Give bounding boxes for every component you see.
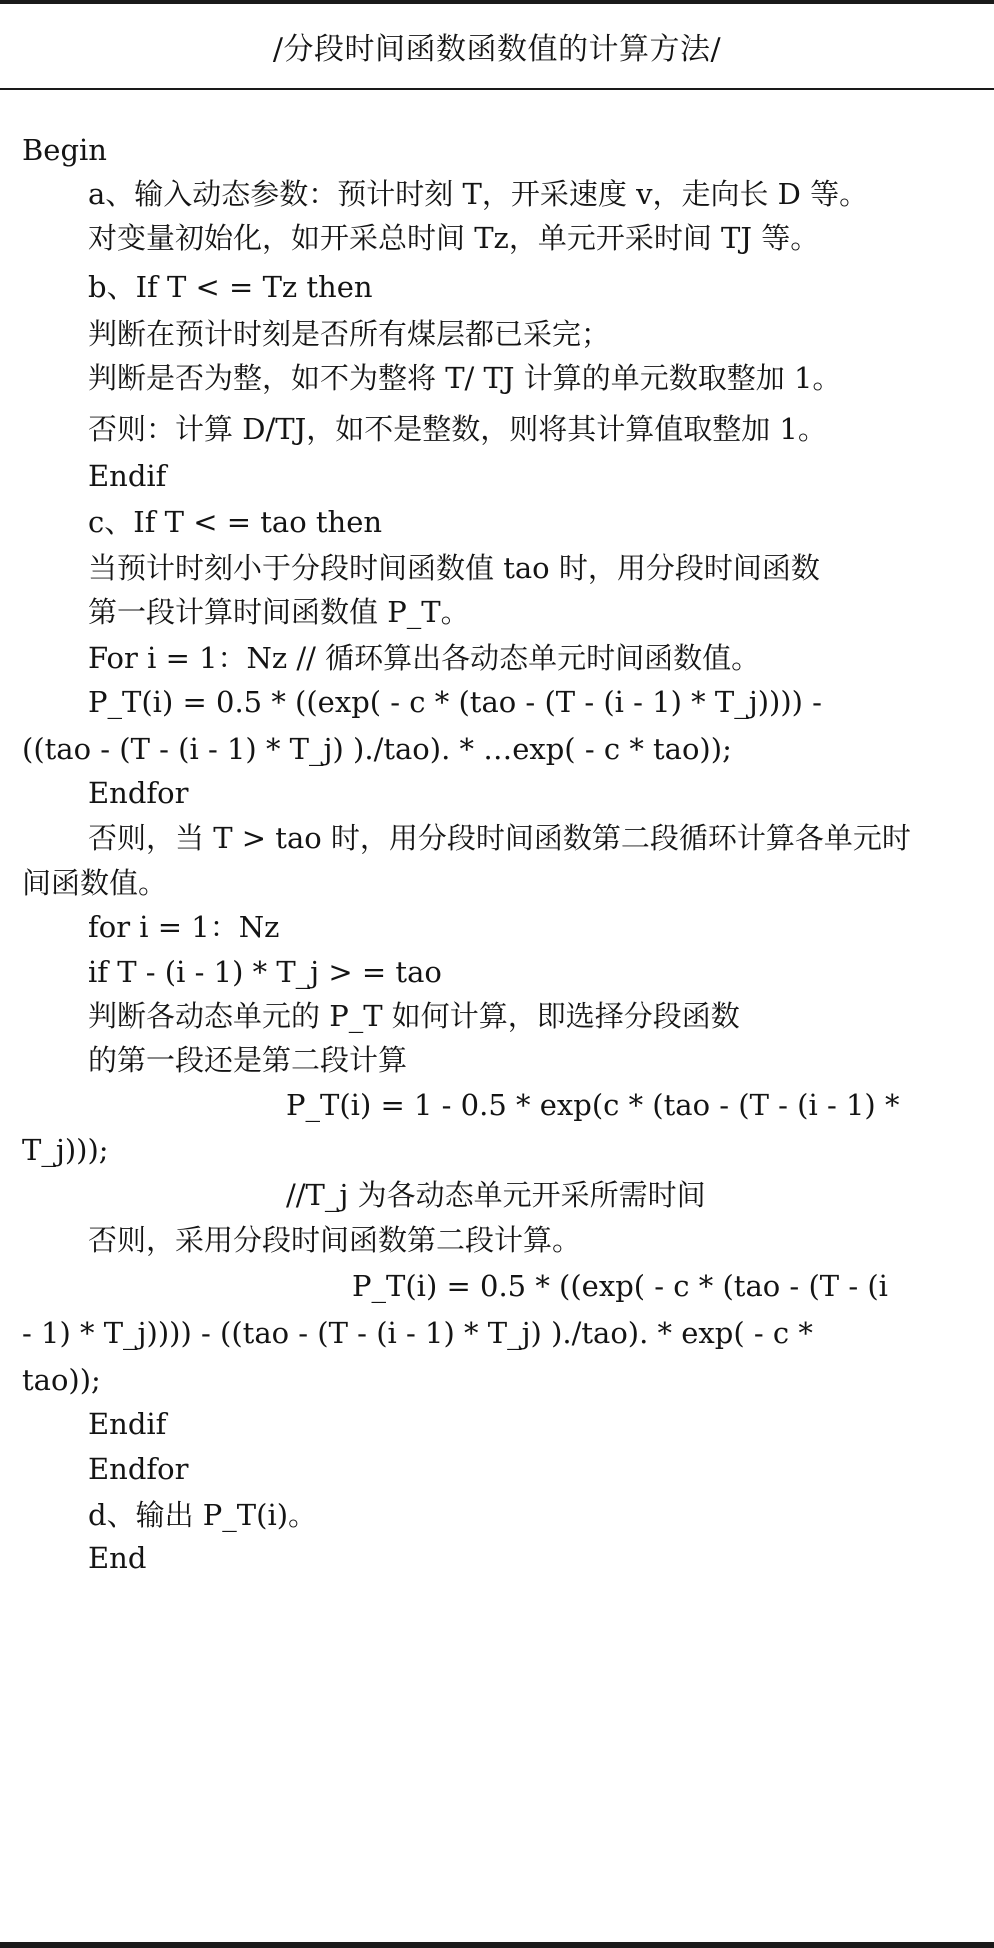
code-line: Endif: [88, 459, 167, 493]
code-line: d、输出 P_T(i)。: [88, 1498, 318, 1532]
algorithm-title: /分段时间函数函数值的计算方法/: [272, 32, 722, 67]
code-line: tao));: [22, 1363, 101, 1397]
code-line: Endfor: [88, 1452, 189, 1486]
code-line: End: [88, 1541, 147, 1575]
title-rule: [0, 88, 994, 90]
code-line: 否则，采用分段时间函数第二段计算。: [88, 1223, 582, 1257]
code-line: T_j)));: [22, 1133, 109, 1167]
code-line: Begin: [22, 133, 107, 167]
code-line: P_T(i) = 0.5 * ((exp( - c * (tao - (T - (i - 1) * T_j)))) -: [88, 685, 822, 719]
code-line: //T_j 为各动态单元开采所需时间: [286, 1178, 706, 1212]
code-line: Endif: [88, 1407, 167, 1441]
code-line: c、If T < = tao then: [88, 505, 383, 539]
code-line: 判断各动态单元的 P_T 如何计算，即选择分段函数: [88, 999, 740, 1033]
code-line: if T - (i - 1) * T_j > = tao: [88, 955, 442, 989]
code-line: for i = 1：Nz: [88, 910, 280, 944]
code-line: 第一段计算时间函数值 P_T。: [88, 595, 470, 629]
code-line: ((tao - (T - (i - 1) * T_j) )./tao). * …exp( - c * tao));: [22, 732, 732, 766]
code-line: 判断在预计时刻是否所有煤层都已采完；: [88, 317, 611, 351]
code-line: 判断是否为整，如不为整将 T/ TJ 计算的单元数取整加 1。: [88, 361, 842, 395]
code-line: 间函数值。: [22, 866, 168, 900]
code-line: P_T(i) = 1 - 0.5 * exp(c * (tao - (T - (i - 1) *: [286, 1088, 900, 1122]
code-line: 当预计时刻小于分段时间函数值 tao 时，用分段时间函数: [88, 551, 820, 585]
code-line: For i = 1：Nz // 循环算出各动态单元时间函数值。: [88, 641, 761, 675]
code-line: Endfor: [88, 776, 189, 810]
code-line: P_T(i) = 0.5 * ((exp( - c * (tao - (T - (i: [352, 1269, 888, 1303]
code-line: - 1) * T_j)))) - ((tao - (T - (i - 1) * T_j) )./tao). * exp( - c *: [22, 1316, 813, 1350]
code-line: b、If T < = Tz then: [88, 270, 373, 304]
code-line: 否则，当 T > tao 时，用分段时间函数第二段循环计算各单元时: [88, 821, 911, 855]
code-line: 对变量初始化，如开采总时间 Tz，单元开采时间 TJ 等。: [88, 221, 820, 255]
code-line: 的第一段还是第二段计算: [88, 1043, 408, 1077]
code-line: 否则：计算 D/TJ，如不是整数，则将其计算值取整加 1。: [88, 412, 827, 446]
bottom-rule: [0, 1942, 994, 1948]
code-line: a、输入动态参数：预计时刻 T，开采速度 v，走向长 D 等。: [88, 177, 869, 211]
